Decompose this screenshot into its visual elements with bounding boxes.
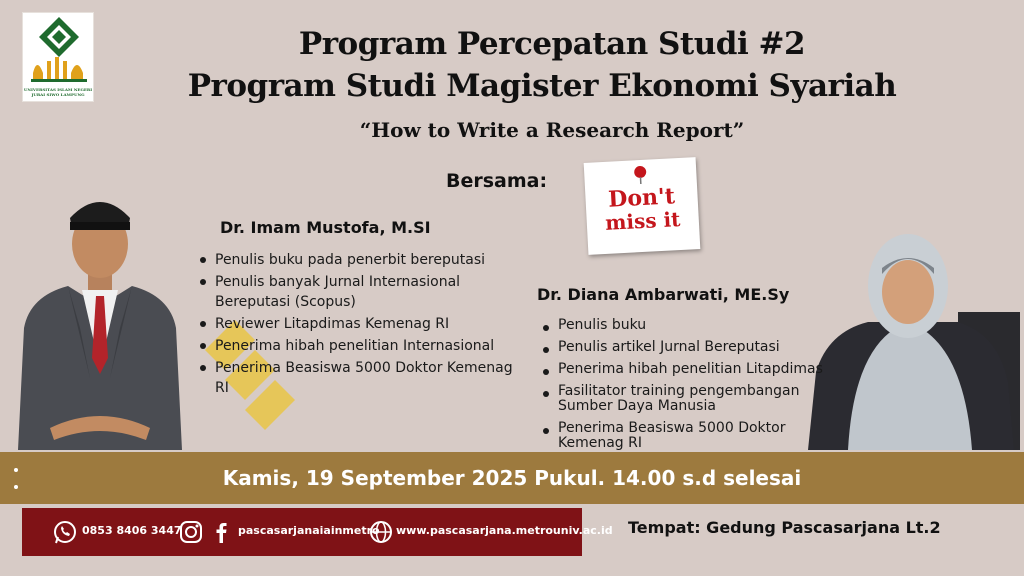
title-line1: Program Percepatan Studi #2 [298,26,806,62]
subtitle: “How to Write a Research Report” [359,118,745,142]
credential-item: Penulis buku [542,318,852,333]
event-date-time: Kamis, 19 September 2025 Pukul. 14.00 s.d selesai [222,466,802,490]
whatsapp-icon [52,519,78,545]
speaker2-credentials [542,318,852,458]
speaker2-name: Dr. Diana Ambarwati, ME.Sy [537,285,790,304]
logo-caption-line2: JURAI SIWO LAMPUNG [31,92,85,97]
event-venue: Tempat: Gedung Pascasarjana Lt.2 [628,518,941,537]
speaker1-credentials [199,250,529,400]
globe-icon [368,519,394,545]
website-url: www.pascasarjana.metrouniv.ac.id [396,524,613,537]
title-line2: Program Studi Magister Ekonomi Syariah [187,68,897,104]
contact-bar [22,508,613,556]
facebook-icon [208,519,234,545]
credential-item: Reviewer Litapdimas Kemenag RI [199,314,529,334]
credential-item: Penerima Beasiswa 5000 Doktor Kemenag RI [542,421,852,451]
credential-item: Penulis buku pada penerbit bereputasi [199,250,529,270]
social-handle: pascasarjanaiainmetro [238,524,380,537]
pin-icon [630,164,651,185]
credential-item: Penulis artikel Jurnal Bereputasi [542,340,852,355]
phone-number: 0853 8406 3447 [82,524,182,537]
with-label: Bersama: [446,170,548,192]
credential-item: Penerima hibah penelitian Internasional [199,336,529,356]
credential-item: Penerima Beasiswa 5000 Doktor Kemenag RI [199,358,529,398]
sticker-line2: miss it [604,207,681,235]
speaker1-photo [10,178,190,450]
credential-item: Fasilitator training pengembangan Sumber Daya Manusia [542,384,852,414]
speaker1-name: Dr. Imam Mustofa, M.SI [220,218,431,237]
credential-item: Penerima hibah penelitian Litapdimas [542,362,852,377]
dont-miss-it-sticker [584,157,701,255]
logo-caption-line1: UNIVERSITAS ISLAM NEGERI [23,87,93,92]
sticker-line1: Don't [607,183,676,213]
instagram-icon [178,519,204,545]
credential-item: Penulis banyak Jurnal Internasional Bereputasi (Scopus) [199,272,529,312]
